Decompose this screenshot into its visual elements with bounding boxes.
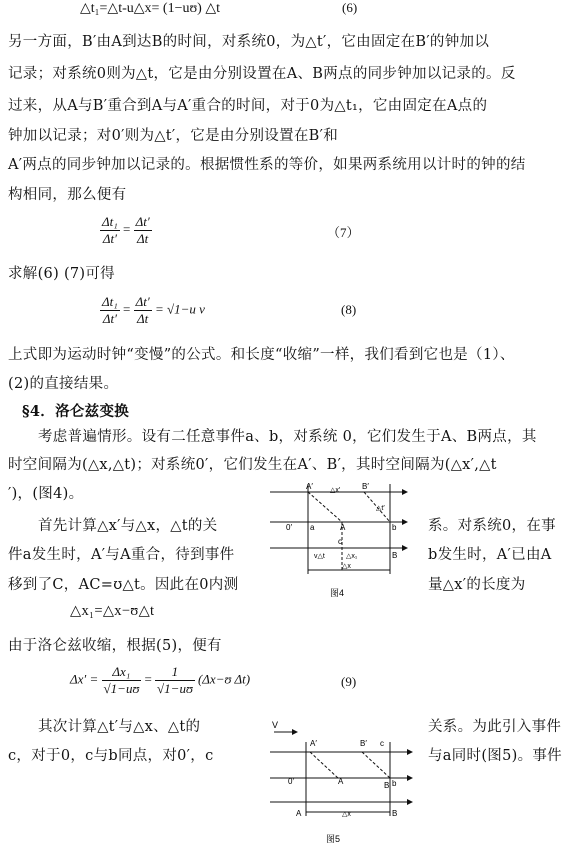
- fig5-label: A: [296, 809, 302, 818]
- equation-9-number: (9): [341, 674, 357, 689]
- equation-6-text: △t₁=△t-u△x= (1−uʊ) △t: [80, 1, 220, 16]
- text-line: 关系。为此引入事件: [428, 719, 562, 735]
- text-line: 首先计算△x′与△x，△t的关: [38, 518, 218, 534]
- eq8-lhs-num: Δt₁: [102, 294, 118, 309]
- eq9-frac2-num: 1: [155, 664, 195, 681]
- section-heading: §4．洛仑兹变换: [22, 403, 130, 420]
- equation-6: [80, 0, 358, 17]
- text-line: 钟加以记录；对0′则为△t′，它是由分别设置在B′和: [8, 128, 339, 144]
- text-line: 时空间隔为(△x,△t)；对系统0′，它们发生在A′、B′，其时空间隔为(△x′,△t: [8, 457, 497, 473]
- fig4-label: 0′: [286, 523, 292, 532]
- fig5-label: A′: [310, 739, 317, 748]
- text-line: 由于洛仑兹收缩，根据(5)，便有: [8, 638, 222, 654]
- eq7-rhs-num: Δt′: [135, 214, 150, 229]
- fig4-label: A′: [306, 482, 313, 491]
- fig4-label: c: [338, 537, 342, 546]
- fig5-label: B′: [360, 739, 367, 748]
- fig4-label: △x₁: [346, 553, 358, 560]
- text-line: 上式即为运动时钟“变慢”的公式。和长度“收缩”一样，我们看到它也是（1）、: [8, 347, 515, 363]
- text-line: b发生时，A′已由A: [428, 547, 552, 563]
- text-line: c，对于0，c与b同点，对0′，c: [8, 748, 214, 764]
- fig5-label: A: [338, 777, 344, 786]
- equation-8-number: (8): [341, 302, 357, 317]
- eq8-rhs: = √1−u v: [154, 301, 205, 317]
- text-line: 记录；对系统0则为△t，它是由分别设置在A、B两点的同步钟加以记录的。反: [8, 66, 516, 82]
- text-line: 其次计算△t′与△x、△t的: [38, 719, 201, 735]
- fig4-label: a: [310, 523, 315, 532]
- text-line: 另一方面，B′由A到达B的时间，对系统0，为△t′，它由固定在B′的钟加以: [8, 34, 490, 50]
- eq9-frac2-den: √1−uʊ: [157, 681, 193, 696]
- fig4-label: △x: [342, 563, 351, 570]
- fig5-label: V: [272, 720, 279, 730]
- fig4-label: B′: [362, 482, 369, 491]
- equation-7: $\frac{\text{Δt₁}}{\Delta t'}$ = $\frac{\Delta t'}{\Delta t}$: [102, 214, 150, 246]
- text-line: 过来，从A与B′重合到A与A′重合的时间，对于0为△t₁，它由固定在A点的: [8, 98, 488, 114]
- text-line: 移到了C，AC=ʊ△t。因此在0内测: [8, 577, 239, 593]
- eq9-frac1-den: √1−uʊ: [103, 681, 140, 696]
- text-line: 件a发生时，A′与A重合，待到事件: [8, 547, 235, 563]
- fig4-label: v△t: [314, 553, 325, 560]
- text-line: 量△x′的长度为: [428, 577, 526, 593]
- figure-5: [262, 712, 428, 848]
- eq9-frac1-num: Δx₁: [102, 664, 142, 681]
- fig4-label: B: [392, 551, 398, 560]
- text-line: 系。对系统0，在事: [428, 518, 556, 534]
- eq8-mid-num: Δt′: [135, 294, 150, 309]
- fig4-label: △x′: [330, 487, 341, 494]
- fig5-label: c: [380, 739, 384, 748]
- fig5-label: B: [392, 809, 398, 818]
- eq9-lhs: Δx′ =: [70, 671, 99, 687]
- text-line: ′)，(图4)。: [8, 486, 84, 502]
- equation-7-number: （7）: [327, 225, 360, 240]
- fig5-label: 0′: [288, 777, 294, 786]
- equation-6-number: (6): [342, 0, 358, 15]
- fig5-label: b: [392, 779, 397, 788]
- fig5-label: △x: [342, 811, 351, 818]
- eq8-lhs-den: Δt′: [102, 311, 117, 326]
- text-line: 考虑普遍情形。设有二任意事件a、b，对系统 0，它们发生于A、B两点，其: [38, 429, 537, 445]
- eq7-rhs-den: Δt: [137, 231, 149, 246]
- fig4-label: △t′: [376, 505, 385, 512]
- fig4-caption: 图4: [330, 588, 345, 598]
- text-line: A′两点的同步钟加以记录的。根据惯性系的等价，如果两系统用以计时的钟的结: [8, 157, 526, 173]
- equation-9: Δx′ = $\frac{\text{Δx₁}}{\text{√1−uʊ}}$ = $\frac{1}{\text{√1−uʊ}}$ (Δx−ʊ Δt): [70, 664, 251, 696]
- figure-4: [262, 478, 428, 603]
- text-line: (2)的直接结果。: [8, 376, 119, 392]
- eq8-mid-den: Δt: [137, 311, 149, 326]
- equation-8: $\frac{\text{Δt₁}}{\Delta t'}$ = $\frac{\Delta t'}{\Delta t}$ = √1−u v: [102, 294, 205, 326]
- fig4-label: b: [392, 523, 397, 532]
- eq9-tail: (Δx−ʊ Δt): [197, 671, 251, 687]
- eq7-lhs-num: Δt₁: [102, 214, 118, 229]
- equation-dx1: △x₁=△x−ʊ△t: [70, 603, 155, 619]
- text-line: 构相同，那么便有: [8, 187, 127, 203]
- text-line: 与a同时(图5)。事件: [428, 748, 562, 764]
- text-line: 求解(6) (7)可得: [8, 266, 115, 282]
- fig5-caption: 图5: [326, 834, 341, 844]
- fig5-label: B: [384, 781, 390, 790]
- fig4-label: A: [340, 523, 346, 532]
- eq7-lhs-den: Δt′: [102, 231, 117, 246]
